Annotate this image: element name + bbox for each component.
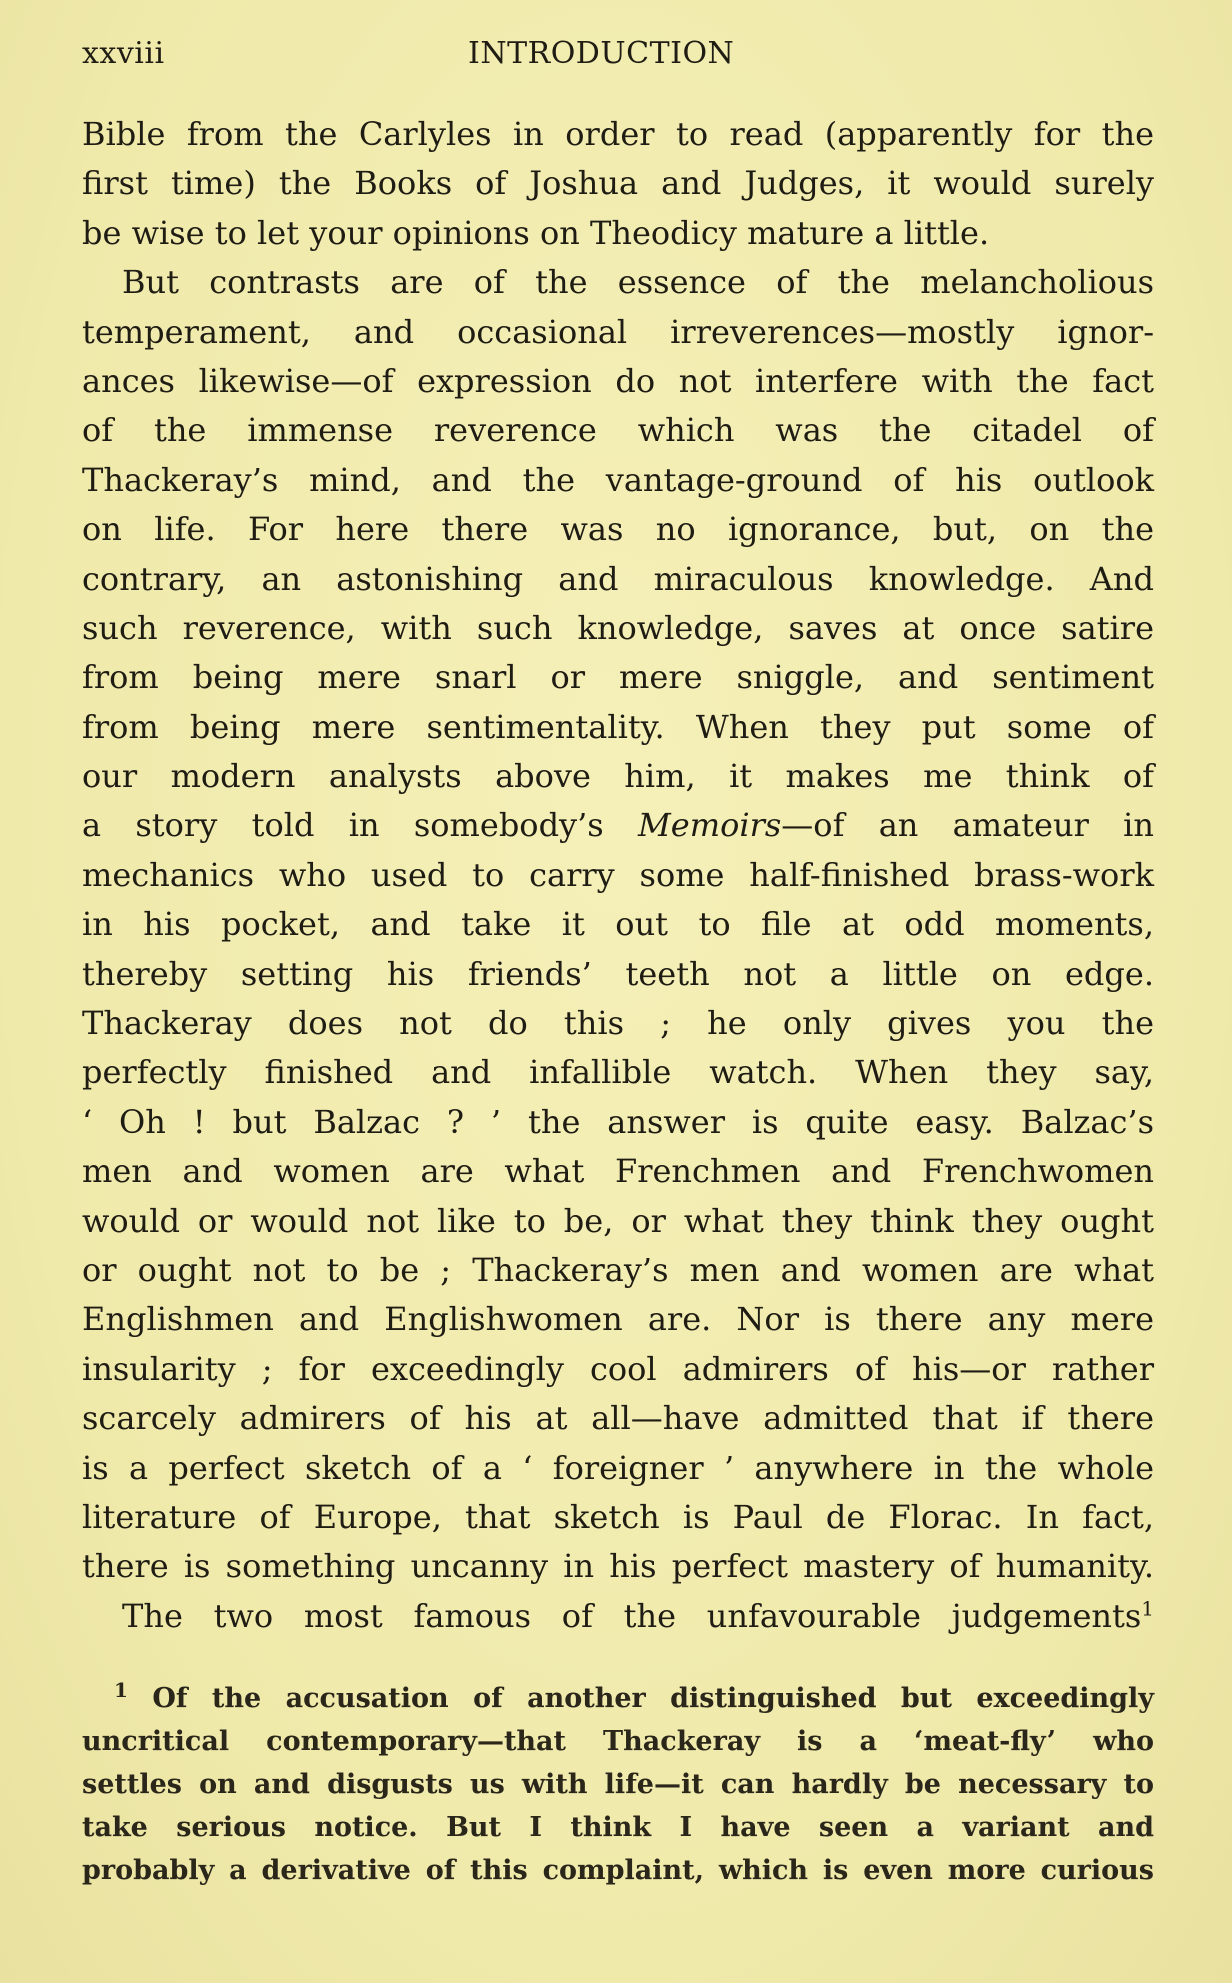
text-line: there is something uncanny in his perfect mastery of humanity. xyxy=(82,1547,1154,1586)
text-segment: a story told in somebody’s xyxy=(82,806,639,845)
footnote-reference[interactable]: 1 xyxy=(1141,1596,1154,1621)
text-line: perfectly finished and infallible watch. When they say, xyxy=(82,1053,1154,1092)
running-head xyxy=(82,36,1154,76)
text-line-with-italic xyxy=(82,801,1154,850)
text-line: from being mere sentimentality. When they put some of xyxy=(82,707,1154,746)
text-segment: Of the accusation of another distinguished but exceedingly xyxy=(152,1683,1154,1714)
footnote-line: probably a derivative of this complaint, which is even more curious xyxy=(82,1855,1154,1886)
footnote-line: uncritical contemporary—that Thackeray is a ‘meat-fly’ who xyxy=(82,1726,1154,1757)
text-line: temperament, and occasional irreverences—mostly ignor- xyxy=(82,312,1154,351)
footnote-marker: 1 xyxy=(114,1678,128,1702)
text-line: from being mere snarl or mere sniggle, and sentiment xyxy=(82,658,1154,697)
text-line: first time) the Books of Joshua and Judges, it would surely xyxy=(82,164,1154,203)
paragraph-start-line xyxy=(82,1592,1154,1641)
text-segment: The two most famous of the unfavourable judgements xyxy=(122,1596,1142,1635)
text-line: such reverence, with such knowledge, saves at once satire xyxy=(82,608,1154,647)
text-line: of the immense reverence which was the citadel of xyxy=(82,411,1154,450)
text-line: contrary, an astonishing and miraculous knowledge. And xyxy=(82,559,1154,598)
italic-title-memoirs: Memoirs xyxy=(638,806,782,845)
text-line: Bible from the Carlyles in order to read (apparently for the xyxy=(82,115,1154,153)
footnote xyxy=(82,1677,1154,1892)
text-line: would or would not like to be, or what they think they ought xyxy=(82,1201,1154,1240)
text-line: ‘ Oh ! but Balzac ? ’ the answer is quite easy. Balzac’s xyxy=(82,1102,1154,1141)
page-number: xxviii xyxy=(82,36,165,71)
paragraph-start-line: But contrasts are of the essence of the melancholious xyxy=(122,263,1154,302)
text-line: Thackeray’s mind, and the vantage-ground of his outlook xyxy=(82,460,1154,499)
main-text xyxy=(82,110,1154,1641)
footnote-line: settles on and disgusts us with life—it can hardly be necessary to xyxy=(82,1769,1154,1800)
text-line: men and women are what Frenchmen and Frenchwomen xyxy=(82,1152,1154,1191)
text-line: mechanics who used to carry some half-finished brass-work xyxy=(82,855,1154,894)
text-line: Englishmen and Englishwomen are. Nor is there any mere xyxy=(82,1300,1154,1339)
text-line: literature of Europe, that sketch is Paul de Florac. In fact, xyxy=(82,1497,1154,1536)
text-line: ances likewise—of expression do not interfere with the fact xyxy=(82,361,1154,400)
text-line: scarcely admirers of his at all—have admitted that if there xyxy=(82,1399,1154,1438)
text-line: our modern analysts above him, it makes me think of xyxy=(82,757,1154,796)
text-line: or ought not to be ; Thackeray’s men and women are what xyxy=(82,1250,1154,1289)
text-line: is a perfect sketch of a ‘ foreigner ’ anywhere in the whole xyxy=(82,1448,1154,1487)
text-line: Thackeray does not do this ; he only gives you the xyxy=(82,1004,1154,1043)
text-segment: —of an amateur in xyxy=(781,806,1155,845)
text-line: thereby setting his friends’ teeth not a little on edge. xyxy=(82,954,1154,993)
text-line: insularity ; for exceedingly cool admirers of his—or rather xyxy=(82,1349,1154,1388)
footnote-line xyxy=(82,1677,1154,1720)
chapter-title: INTRODUCTION xyxy=(468,36,735,71)
footnote-line: take serious notice. But I think I have seen a variant and xyxy=(82,1812,1154,1843)
text-line: on life. For here there was no ignorance, but, on the xyxy=(82,510,1154,549)
text-line: be wise to let your opinions on Theodicy mature a little. xyxy=(82,213,990,252)
text-line: in his pocket, and take it out to file at odd moments, xyxy=(82,905,1154,944)
